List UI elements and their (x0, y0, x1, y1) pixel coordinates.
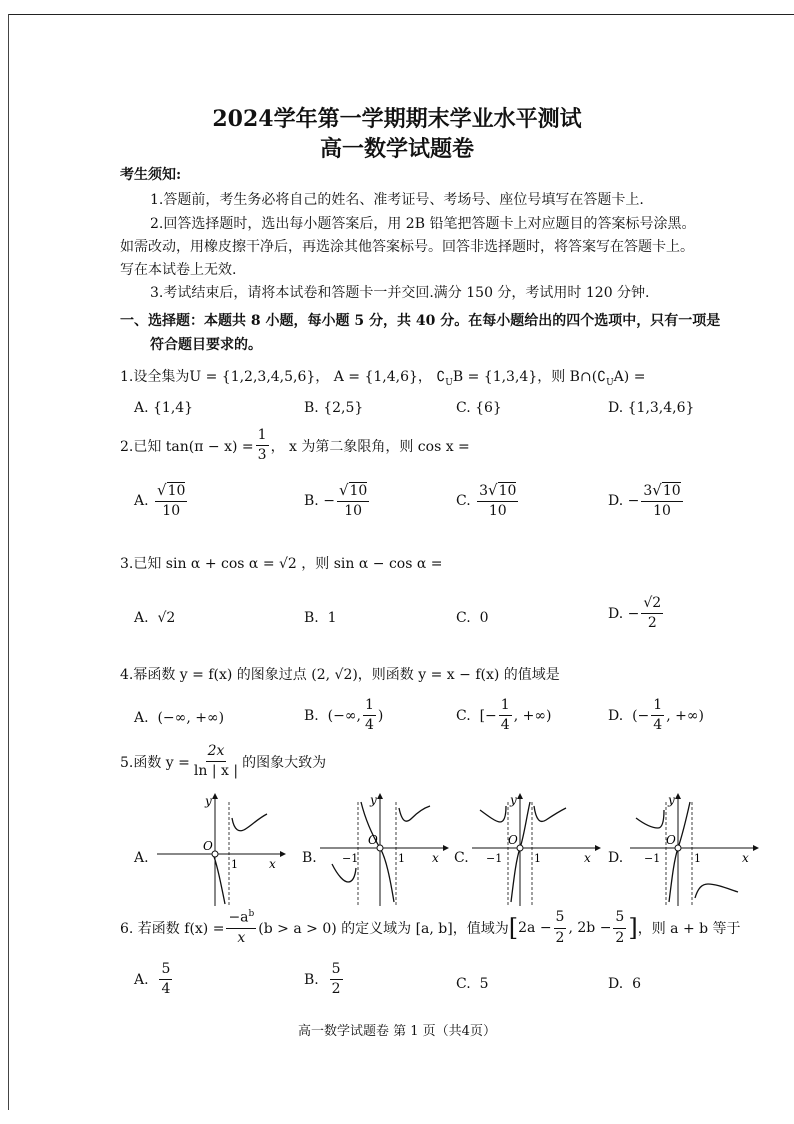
x-label: x (269, 857, 276, 871)
question-5-option-c[interactable]: C. (454, 850, 469, 866)
question-1-option-c[interactable]: C. {6} (456, 400, 502, 416)
tick-label: −1 (342, 852, 359, 865)
y-label: y (668, 793, 675, 807)
tick-label: 1 (231, 858, 238, 871)
tick-label: 1 (694, 852, 701, 865)
question-1-option-a[interactable]: A. {1,4} (134, 400, 194, 416)
graph-c[interactable] (470, 788, 605, 908)
question-4-option-c[interactable]: C. [− $\frac{1}{4}$ , +∞) (456, 697, 552, 734)
notice-item-3: 3.考试结束后，请将本试卷和答题卡一并交回.满分 150 分，考试用时 120 分钟. (150, 285, 650, 301)
question-5-option-d[interactable]: D. (608, 850, 624, 866)
origin-label: O (508, 833, 518, 847)
tick-label: −1 (486, 852, 503, 865)
origin-label: O (368, 833, 378, 847)
question-5-option-b[interactable]: B. (302, 850, 317, 866)
page-border-left (8, 14, 9, 1110)
question-3-option-b[interactable]: B. 1 (304, 610, 337, 626)
curve (232, 814, 267, 831)
notice-item-2-line-3: 写在本试卷上无效. (120, 262, 237, 278)
curve (695, 884, 738, 898)
section-1-heading: 一、选择题：本题共 8 小题，每小题 5 分，共 40 分。在每小题给出的四个选项中，只有一项是 (120, 313, 721, 329)
question-4-option-b[interactable]: B. (−∞, $\frac{1}{4}$ ) (304, 697, 384, 734)
hollow-point (517, 845, 523, 851)
question-2-option-a[interactable]: A. $\frac{√10}{10}$ (134, 481, 186, 520)
question-5-stem: 5.函数 y = $\frac{2x}{\ln | x |}$ 的图象大致为 (120, 743, 327, 780)
question-4-stem: 4.幂函数 y = f(x) 的图象过点 (2, √2)，则函数 y = x − f(x) 的值域是 (120, 667, 560, 683)
question-3-option-a[interactable]: A. √2 (134, 610, 176, 626)
hollow-point (675, 845, 681, 851)
curve (361, 802, 394, 902)
hollow-point (377, 845, 383, 851)
page-border-top (8, 14, 794, 15)
y-label: y (205, 794, 212, 808)
question-6-option-a[interactable]: A. $\frac{5}{4}$ (134, 961, 171, 998)
graph-d[interactable] (628, 788, 763, 908)
question-3-stem: 3.已知 sin α + cos α = √2 ，则 sin α − cos α = (120, 556, 443, 572)
origin-label: O (666, 833, 676, 847)
question-1-stem: 1.设全集为U = {1,2,3,4,5,6}， A = {1,4,6}， $∁_UB = \{1,3,4\}$，则 $B\cap(∁_UA)$ = (120, 369, 646, 388)
question-1-option-b[interactable]: B. {2,5} (304, 400, 364, 416)
question-1-option-d[interactable]: D. {1,3,4,6} (608, 400, 695, 416)
exam-subtitle: 高一数学试题卷 (319, 136, 474, 162)
y-label: y (370, 793, 377, 807)
exam-title: 2024学年第一学期期末学业水平测试 (212, 106, 582, 132)
hollow-point (212, 851, 218, 857)
question-6-option-c[interactable]: C. 5 (456, 976, 489, 992)
notice-item-2-line-2: 如需改动，用橡皮擦干净后，再选涂其他答案标号。回答非选择题时，将答案写在答题卡上。 (120, 239, 694, 255)
notice-heading: 考生须知: (120, 167, 182, 183)
question-2-option-b[interactable]: B. − $\frac{√10}{10}$ (304, 481, 368, 520)
question-5-option-a[interactable]: A. (134, 850, 149, 866)
curve (669, 802, 690, 902)
curve (399, 806, 430, 821)
notice-item-2-line-1: 2.回答选择题时，选出每小题答案后，用 2B 铅笔把答题卡上对应题目的答案标号涂黑。 (150, 216, 696, 232)
page-footer: 高一数学试题卷 第 1 页（共4页） (298, 1024, 496, 1039)
x-label: x (584, 851, 591, 865)
curve (480, 806, 506, 822)
question-2-option-c[interactable]: C. $\frac{3√10}{10}$ (456, 481, 517, 520)
y-label: y (510, 793, 517, 807)
question-2-stem: 2.已知 tan(π − x) = $\frac{1}{3}$ ， x 为第二象限角，则 cos x = (120, 427, 470, 464)
origin-label: O (203, 839, 213, 853)
notice-item-1: 1.答题前，考生务必将自己的姓名、准考证号、考场号、座位号填写在答题卡上. (150, 192, 644, 208)
graph-a[interactable] (155, 788, 290, 908)
curve (534, 806, 566, 821)
tick-label: −1 (644, 852, 661, 865)
graph-b[interactable] (318, 788, 453, 908)
curve (332, 864, 356, 882)
question-3-option-c[interactable]: C. 0 (456, 610, 489, 626)
section-1-heading-cont: 符合题目要求的。 (150, 337, 262, 353)
question-6-option-d[interactable]: D. 6 (608, 976, 642, 992)
question-2-option-d[interactable]: D. − $\frac{3√10}{10}$ (608, 481, 681, 520)
x-label: x (432, 851, 439, 865)
question-6-stem: 6. 若函数 f(x) = $\frac{-a^b}{x}$ (b > a > 0) 的定义域为 [a, b]，值域为 [ 2a − $\frac{5}{2}$ , 2b − $\frac{5}{2}$ ] ，则 a + b 等于 (120, 909, 741, 947)
question-4-option-a[interactable]: A. (−∞, +∞) (134, 710, 225, 726)
tick-label: 1 (534, 852, 541, 865)
x-label: x (742, 851, 749, 865)
question-6-option-b[interactable]: B. $\frac{5}{2}$ (304, 961, 341, 998)
curve (636, 810, 664, 828)
question-4-option-d[interactable]: D. (− $\frac{1}{4}$ , +∞) (608, 697, 704, 734)
tick-label: 1 (398, 852, 405, 865)
question-3-option-d[interactable]: D. − $\frac{√2}{2}$ (608, 595, 662, 632)
